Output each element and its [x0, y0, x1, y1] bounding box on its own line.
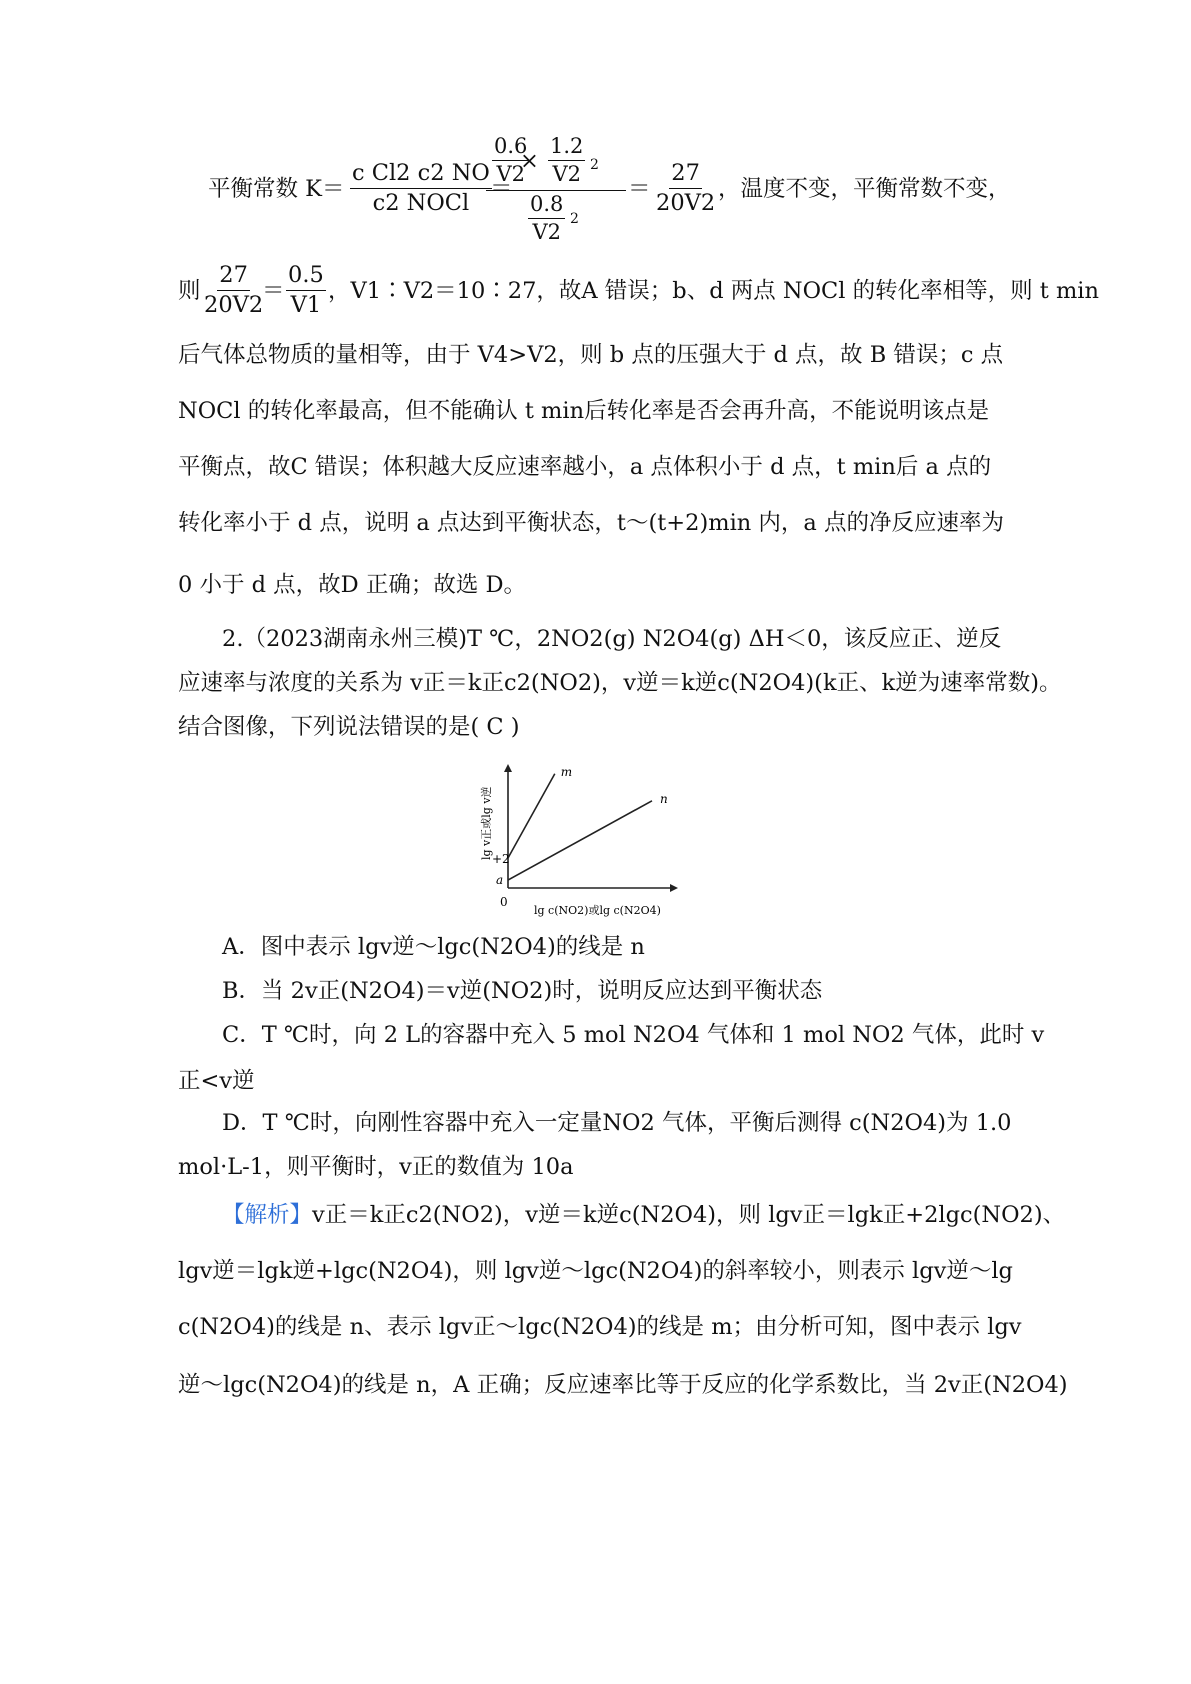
equals-sign-3: ＝ [262, 278, 285, 304]
option-c-line-2: 正<v逆 [178, 1068, 255, 1094]
times-sign: × [520, 148, 539, 174]
series-n-line [508, 801, 652, 880]
option-d-line-1: D．T ℃时，向刚性容器中充入一定量NO2 气体，平衡后测得 c(N2O4)为 1.0 [222, 1110, 1012, 1136]
x-axis-label: lg c(NO2)或lg c(N2O4) [534, 904, 661, 917]
paragraph-line-5: 0 小于 d 点，故D 正确；故选 D。 [178, 572, 527, 598]
analysis-line-2: lgv逆＝lgk逆+lgc(N2O4)，则 lgv逆～lgc(N2O4)的斜率较小，则表示 lgv逆～lg [178, 1258, 1013, 1284]
square-b: 2 [590, 157, 599, 173]
paragraph-line-4: 转化率小于 d 点，说明 a 点达到平衡状态，t～(t+2)min 内，a 点的净反应速率为 [178, 510, 1004, 536]
analysis-text-1: v正＝k正c2(NO2)，v逆＝k逆c(N2O4)，则 lgv正＝lgk正+2lgc(NO2)、 [312, 1202, 1066, 1228]
num-a: 0.6 [492, 136, 529, 161]
tick-label-a: a [496, 873, 504, 887]
numerator-fraction-b [548, 136, 585, 185]
series-m-line [508, 774, 555, 858]
ratio-fraction-1 [202, 264, 265, 316]
paragraph-line-2: NOCl 的转化率最高，但不能确认 t min后转化率是否会再升高，不能说明该点是 [178, 398, 990, 424]
series-n-label: n [660, 791, 668, 806]
analysis-line-1 [222, 1204, 1065, 1227]
series-m-label: m [560, 764, 573, 779]
k-expression-denominator: c2 NOCl [372, 189, 470, 216]
ratio-f1-den: 20V2 [204, 291, 264, 318]
var-b: V2 [552, 162, 581, 186]
equals-sign: ＝ [490, 176, 513, 202]
analysis-tag: 【解析】 [222, 1202, 313, 1228]
ratio-f2-num: 0.5 [286, 264, 326, 291]
ratio-pre: 则 [178, 278, 201, 304]
compound-numerator [486, 134, 626, 191]
k-expression-fraction [350, 162, 492, 214]
denominator-fraction [528, 194, 565, 243]
tick-label-plus2: +2 [492, 852, 510, 866]
ratio-fraction-2 [286, 264, 326, 316]
result-denominator: 20V2 [656, 189, 716, 216]
k-expression-numerator: c Cl2 c2 NO [350, 162, 492, 189]
result-fraction [654, 162, 717, 214]
x-axis-arrow [670, 884, 678, 892]
paragraph-line-3: 平衡点，故C 错误；体积越大反应速率越小，a 点体积小于 d 点，t min后 a 点的 [178, 454, 992, 480]
analysis-line-3: c(N2O4)的线是 n、表示 lgv正～lgc(N2O4)的线是 m；由分析可知，图中表示 lgv [178, 1314, 1022, 1340]
formula-lead: 平衡常数 K＝ [208, 176, 345, 202]
option-a: A．图中表示 lgv逆～lgc(N2O4)的线是 n [222, 934, 645, 960]
question-line-2: 应速率与浓度的关系为 v正＝k正c2(NO2)，v逆＝k逆c(N2O4)(k正、k逆为速率常数)。 [178, 670, 1062, 696]
ratio-rest: ，V1∶V2＝10∶27，故A 错误；b、d 两点 NOCl 的转化率相等，则 t min [328, 278, 1099, 304]
var-a: V2 [496, 162, 525, 186]
rate-concentration-chart [470, 760, 690, 920]
y-axis-label: lg v正或lg v逆 [480, 786, 493, 860]
question-line-1: 2.（2023湖南永州三模)T ℃，2NO2(g) N2O4(g) ΔH＜0，该反应正、逆反 [222, 626, 1002, 652]
question-line-3: 结合图像，下列说法错误的是( C ) [178, 714, 520, 740]
option-b: B．当 2v正(N2O4)＝v逆(NO2)时，说明反应达到平衡状态 [222, 978, 823, 1004]
analysis-line-4: 逆～lgc(N2O4)的线是 n，A 正确；反应速率比等于反应的化学系数比，当 2v正(N2O4) [178, 1372, 1068, 1398]
paragraph-line-1: 后气体总物质的量相等，由于 V4>V2，则 b 点的压强大于 d 点，故 B 错误；c 点 [178, 342, 1004, 368]
var-c: V2 [532, 220, 561, 244]
square-c: 2 [570, 211, 579, 227]
option-c-line-1: C．T ℃时，向 2 L的容器中充入 5 mol N2O4 气体和 1 mol NO2 气体，此时 v [222, 1022, 1045, 1048]
y-axis-arrow [504, 764, 512, 772]
result-numerator: 27 [669, 162, 702, 189]
ratio-f1-num: 27 [217, 264, 250, 291]
equals-sign-2: ＝ [628, 176, 651, 202]
origin-label: 0 [500, 895, 508, 909]
option-d-line-2: mol·L-1，则平衡时，v正的数值为 10a [178, 1154, 574, 1180]
formula-tail: ，温度不变，平衡常数不变， [718, 176, 1011, 202]
den-c: 0.8 [528, 194, 565, 219]
ratio-f2-den: V1 [290, 291, 322, 318]
num-b: 1.2 [548, 136, 585, 161]
